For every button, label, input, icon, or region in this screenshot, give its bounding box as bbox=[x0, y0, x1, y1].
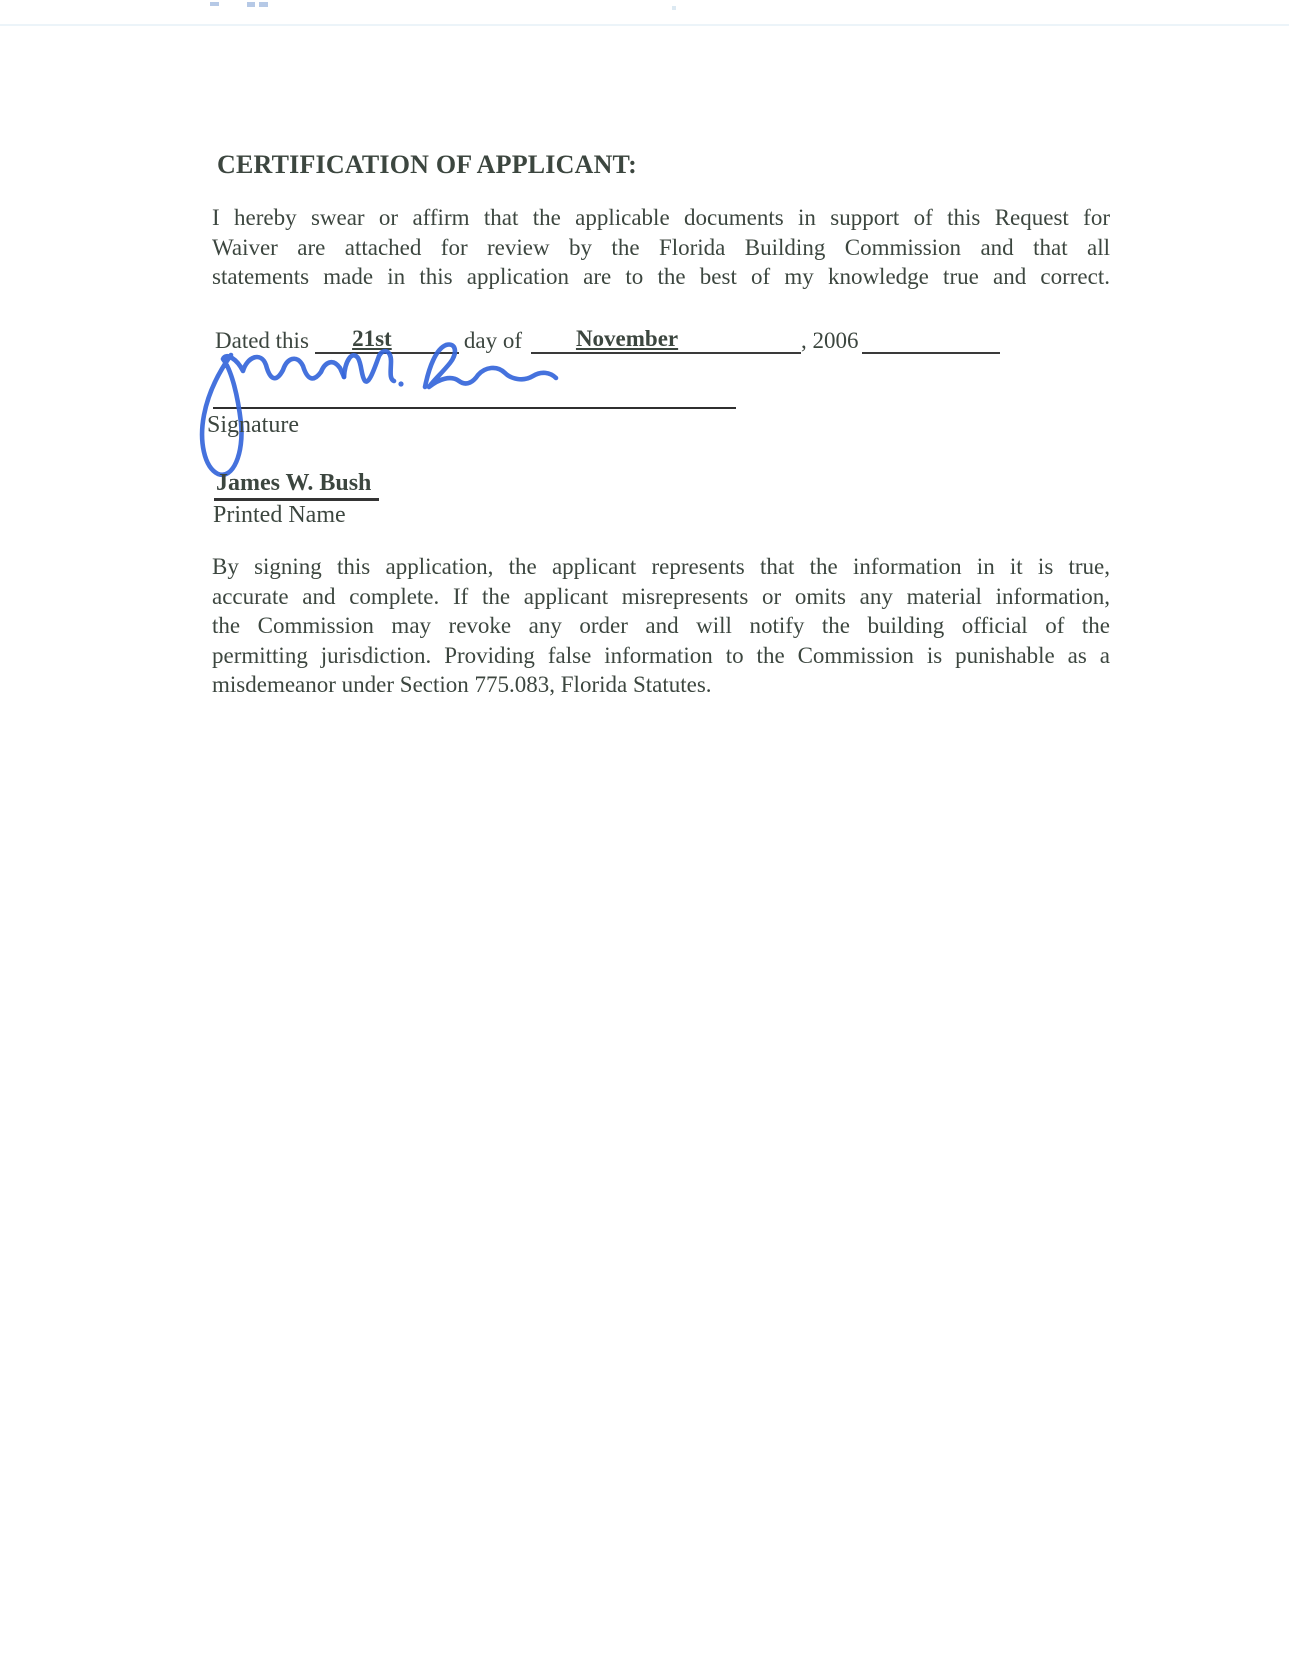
dated-prefix: Dated this bbox=[215, 328, 309, 353]
signature-stroke bbox=[425, 344, 556, 387]
text-line: permitting jurisdiction. Providing false information to the Commission is punishable as a bbox=[212, 642, 1110, 668]
signature-label: Signature bbox=[207, 412, 299, 438]
year-blank bbox=[862, 326, 1000, 354]
printed-name-label: Printed Name bbox=[213, 502, 346, 528]
printed-name: James W. Bush bbox=[214, 470, 379, 501]
text-line: accurate and complete. If the applicant misrepresents or omits any material information, bbox=[212, 583, 1110, 609]
text-line: By signing this application, the applicant represents that the information in it is true, bbox=[212, 554, 1110, 579]
year-text: , 2006 bbox=[801, 328, 859, 353]
month-value: November bbox=[575, 326, 679, 351]
scan-artifact bbox=[259, 2, 268, 7]
signature-stroke bbox=[344, 351, 394, 381]
day-value: 21st bbox=[352, 326, 392, 351]
text-line: I hereby swear or affirm that the applicable documents in support of this Request for bbox=[212, 205, 1110, 230]
text-line: misdemeanor under Section 775.083, Florida Statutes. bbox=[212, 672, 712, 698]
certification-paragraph bbox=[212, 203, 1110, 292]
text-line: statements made in this application are to the best of my knowledge true and correct. bbox=[212, 264, 1110, 290]
scan-artifact bbox=[672, 6, 676, 10]
dated-connector: day of bbox=[463, 328, 523, 353]
scan-artifact bbox=[210, 2, 219, 6]
legal-notice-paragraph bbox=[212, 552, 1110, 700]
scan-artifact bbox=[0, 24, 1289, 26]
scan-artifact bbox=[247, 2, 255, 7]
text-line: Waiver are attached for review by the Florida Building Commission and that all bbox=[212, 234, 1110, 260]
signature-dot bbox=[398, 381, 403, 386]
section-heading: CERTIFICATION OF APPLICANT: bbox=[217, 150, 638, 179]
text-line: the Commission may revoke any order and will notify the building official of the bbox=[212, 613, 1110, 639]
